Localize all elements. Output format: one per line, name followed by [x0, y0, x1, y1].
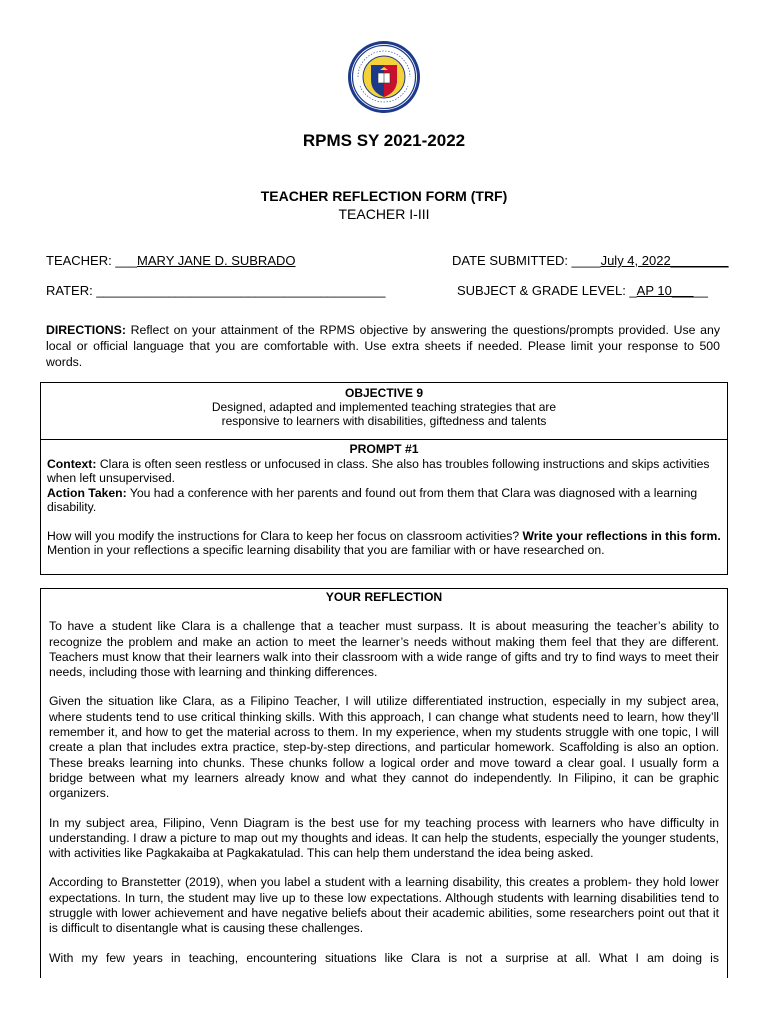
question-text: How will you modify the instructions for Clara to keep her focus on classroom activities? [47, 528, 523, 543]
subject-field [457, 283, 708, 298]
rater-field [46, 283, 386, 298]
form-title: TEACHER REFLECTION FORM (TRF) [260, 188, 508, 204]
prompt-heading: PROMPT #1 [349, 442, 419, 456]
prompt-box [40, 439, 728, 575]
prompt-context [47, 457, 721, 486]
subject-label: SUBJECT & GRADE LEVEL: _ [457, 283, 637, 298]
objective-line-1: Designed, adapted and implemented teaching strategies that are [211, 400, 557, 414]
reflection-paragraph: In my subject area, Filipino, Venn Diagram is the best use for my teaching process with learners who have difficulty in understanding. I draw a picture to map out my thoughts and ideas. It can help the students, especially the younger students, with activities like Pagkakaiba at Pagkakatulad. This can help them understand the idea being asked. [49, 815, 719, 861]
question-tail: Mention in your reflections a specific learning disability that you are familiar with or have researched on. [47, 543, 605, 557]
objective-box [40, 382, 728, 440]
objective-heading: OBJECTIVE 9 [344, 386, 424, 400]
context-text: Clara is often seen restless or unfocused in class. She also has troubles following instructions and skips activities when left unsupervised. [47, 456, 710, 485]
objective-line-2: responsive to learners with disabilities, giftedness and talents [221, 414, 547, 428]
deped-seal-logo [347, 40, 421, 114]
page-title: RPMS SY 2021-2022 [302, 131, 466, 150]
reflection-heading: YOUR REFLECTION [325, 590, 443, 604]
subject-value: AP 10___ [636, 283, 694, 298]
prompt-action [47, 486, 721, 515]
teacher-label: TEACHER: ___ [46, 253, 138, 268]
directions [46, 322, 720, 370]
date-field [452, 253, 729, 268]
subject-tail: __ [693, 283, 709, 298]
action-label: Action Taken: [47, 485, 127, 500]
reflection-paragraph: To have a student like Clara is a challenge that a teacher must surpass. It is about measuring the teacher’s ability to recognize the problem and make an action to meet the learner’s needs without making them feel that they are different. Teachers must know that their learners walk into their classroom with a wide range of gifts and try to find ways to meet their needs, including those with learning and thinking differences. [49, 619, 719, 680]
directions-label: DIRECTIONS: [46, 323, 126, 337]
rater-label: RATER: ________________________________________ [46, 283, 386, 298]
prompt-question [47, 529, 721, 558]
reflection-paragraph: According to Branstetter (2019), when you label a student with a learning disability, this creates a problem- they hold lower expectations. In turn, the student may live up to these low expectations. Although students with learning disabilities tend to struggle with lower achievement and have negative beliefs about their academic abilities, some researchers point out that it is difficult to disentangle what is causing these challenges. [49, 875, 719, 936]
question-bold: Write your reflections in this form. [522, 528, 721, 543]
form-subtitle: TEACHER I-III [338, 206, 430, 222]
action-text: You had a conference with her parents and found out from them that Clara was diagnosed with a learning disability. [47, 485, 698, 514]
teacher-field [46, 253, 296, 268]
date-value: July 4, 2022________ [600, 253, 729, 268]
reflection-paragraph: With my few years in teaching, encountering situations like Clara is not a surprise at all. What I am doing is [49, 950, 719, 965]
date-label: DATE SUBMITTED: ____ [452, 253, 601, 268]
reflection-paragraph: Given the situation like Clara, as a Filipino Teacher, I will utilize differentiated instruction, especially in my subject area, where students tend to use critical thinking skills. With this approach, I can change what students need to learn, how they’ll remember it, and how to get the material across to them. In my experience, when my students struggle with one topic, I will create a plan that includes extra practice, step-by-step directions, and particular homework. Scaffolding is also an option. These breaks learning into chunks. These chunks follow a logical order and move toward a clear goal. I usually form a bridge between what my learners already know and what they cannot do independently. In Filipino, it can be graphic organizers. [49, 694, 719, 801]
context-label: Context: [47, 456, 97, 471]
teacher-value: MARY JANE D. SUBRADO [137, 253, 296, 268]
directions-text: Reflect on your attainment of the RPMS objective by answering the questions/prompts provided. Use any local or official language that you are comfortable with. Use extra sheets if needed. Please limit your response to 500 words. [46, 323, 720, 369]
reflection-box [40, 588, 728, 978]
